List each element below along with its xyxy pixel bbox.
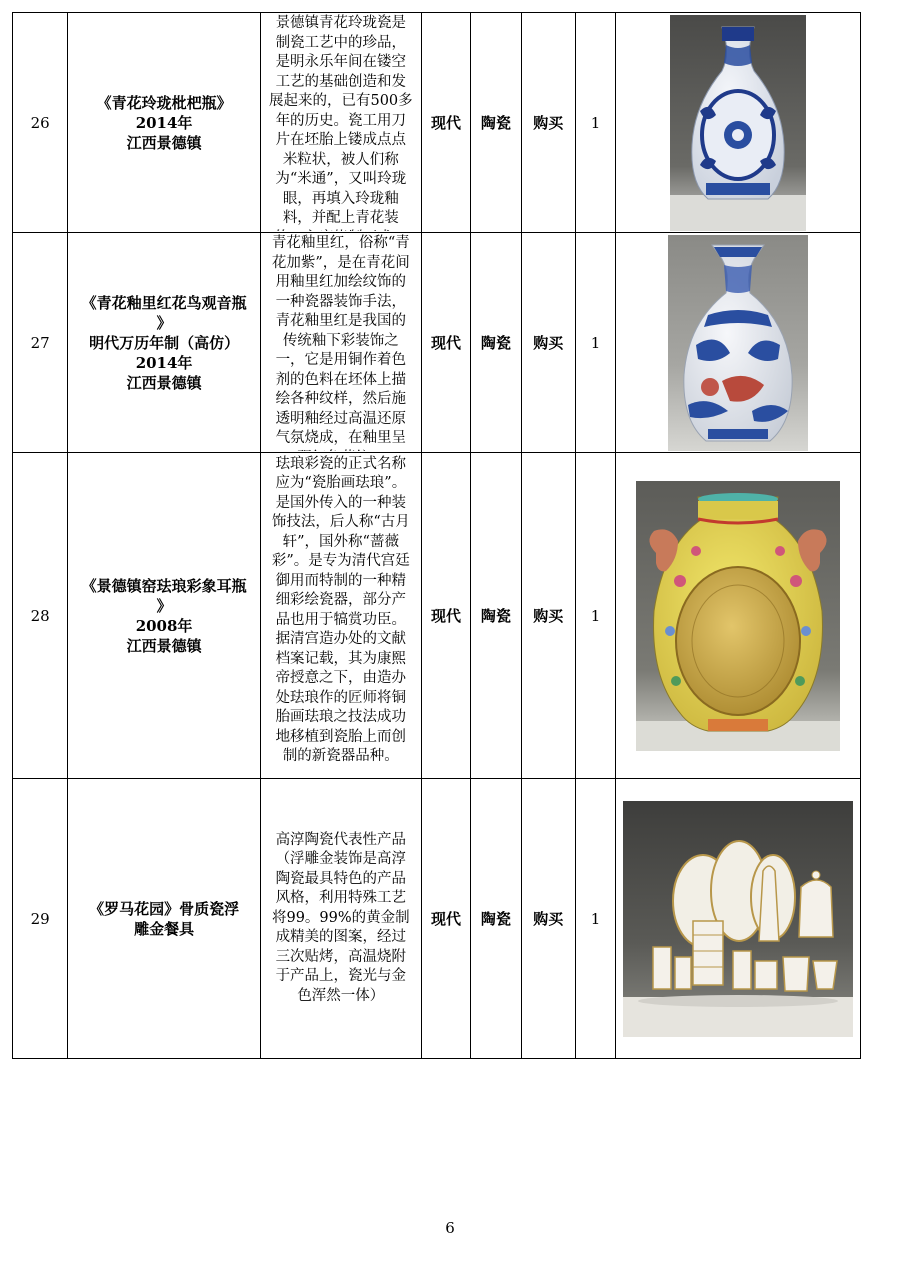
table-row xyxy=(13,13,861,233)
item-quantity: 1 xyxy=(575,13,615,233)
item-name-line: 2014年 xyxy=(135,113,193,132)
table-row xyxy=(13,233,861,453)
item-description-cell xyxy=(260,453,421,779)
item-era: 现代 xyxy=(421,453,470,779)
item-source: 购买 xyxy=(521,13,575,233)
red-blue-guanyin-vase-photo xyxy=(668,235,808,451)
item-name-line: 江西景德镇 xyxy=(126,133,202,152)
table-row xyxy=(13,779,861,1059)
item-description-cell xyxy=(260,779,421,1059)
item-name-line: 江西景德镇 xyxy=(126,373,202,392)
item-category: 陶瓷 xyxy=(471,233,521,453)
item-name-line: 》 xyxy=(156,596,172,615)
item-source: 购买 xyxy=(521,453,575,779)
item-quantity: 1 xyxy=(575,779,615,1059)
item-name xyxy=(68,233,260,453)
blue-white-pipa-vase-photo xyxy=(670,15,806,231)
item-name-line: 2014年 xyxy=(135,353,193,372)
item-description: 青花釉里红，俗称“青花加紫”，是在青花间用釉里红加绘纹饰的一种瓷器装饰手法，青花釉里红是我国的传统釉下彩装饰之一，它是用铜作着色剂的色料在坯体上描绘各种纹样，然后施透明釉经过高温还原气氛烧成，在釉里呈 xyxy=(271,235,410,446)
item-number: 28 xyxy=(13,453,68,779)
item-name-line: 《罗马花园》骨质瓷浮 xyxy=(89,899,240,918)
item-image-cell xyxy=(616,453,861,779)
item-name-line: 2008年 xyxy=(135,616,193,635)
item-image-cell xyxy=(616,233,861,453)
item-number: 29 xyxy=(13,779,68,1059)
item-source: 购买 xyxy=(521,233,575,453)
page-number: 6 xyxy=(445,1219,455,1237)
item-description-cell xyxy=(260,233,421,453)
item-name-line: 雕金餐具 xyxy=(134,919,195,938)
item-category: 陶瓷 xyxy=(471,453,521,779)
item-name-line: 》 xyxy=(156,313,172,332)
item-number: 26 xyxy=(13,13,68,233)
item-era: 现代 xyxy=(421,233,470,453)
item-name-line: 《青花釉里红花鸟观音瓶 xyxy=(81,293,247,312)
bone-china-tableware-photo xyxy=(623,801,853,1037)
item-description: 景德镇青花玲珑瓷是制瓷工艺中的珍品，是明永乐年间在镂空工艺的基础创造和发展起来的，已有500多年的历史。瓷工用刀片在坯胎上镂成点点米粒状，被人们称为“米通”，又叫玲珑眼，再填入玲珑釉料，并配上青花装 xyxy=(268,15,413,226)
item-name-line: 明代万历年制（高仿） xyxy=(89,333,240,352)
item-image-cell xyxy=(616,13,861,233)
item-description-cell xyxy=(260,13,421,233)
item-number: 27 xyxy=(13,233,68,453)
item-era: 现代 xyxy=(421,779,470,1059)
collection-table xyxy=(12,12,861,1059)
item-name xyxy=(68,779,260,1059)
item-name-line: 《青花玲珑枇杷瓶》 xyxy=(96,93,232,112)
item-name-line: 《景德镇窑珐琅彩象耳瓶 xyxy=(81,576,247,595)
item-quantity: 1 xyxy=(575,453,615,779)
item-name-line: 江西景德镇 xyxy=(126,636,202,655)
item-category: 陶瓷 xyxy=(471,779,521,1059)
item-description: 高淳陶瓷代表性产品（浮雕金装饰是高淳陶瓷最具特色的产品风格，利用特殊工艺将99。99%的黄金制成精美的图案，经过三次贴烤，高温烧附于产品上，瓷光与金色浑然一体） xyxy=(271,831,410,1004)
table-row xyxy=(13,453,861,779)
item-image-cell xyxy=(616,779,861,1059)
item-quantity: 1 xyxy=(575,233,615,453)
item-category: 陶瓷 xyxy=(471,13,521,233)
item-name xyxy=(68,13,260,233)
item-era: 现代 xyxy=(421,13,470,233)
enamel-elephant-ear-vase-photo xyxy=(636,481,840,751)
item-name xyxy=(68,453,260,779)
item-source: 购买 xyxy=(521,779,575,1059)
item-description: 珐琅彩瓷的正式名称应为“瓷胎画珐琅”。是国外传入的一种装饰技法，后人称“古月轩”，国外称“蔷薇彩”。是专为清代宫廷御用而特制的一种精细彩绘瓷器，部分产品也用于犒赏功臣。据清宫造办处的文献档案记载，其为康熙帝授意之下，由造办处珐琅作的匠师将铜胎画珐琅之技法成功地移植到瓷胎上而创制的新瓷器品种。 xyxy=(271,455,410,764)
